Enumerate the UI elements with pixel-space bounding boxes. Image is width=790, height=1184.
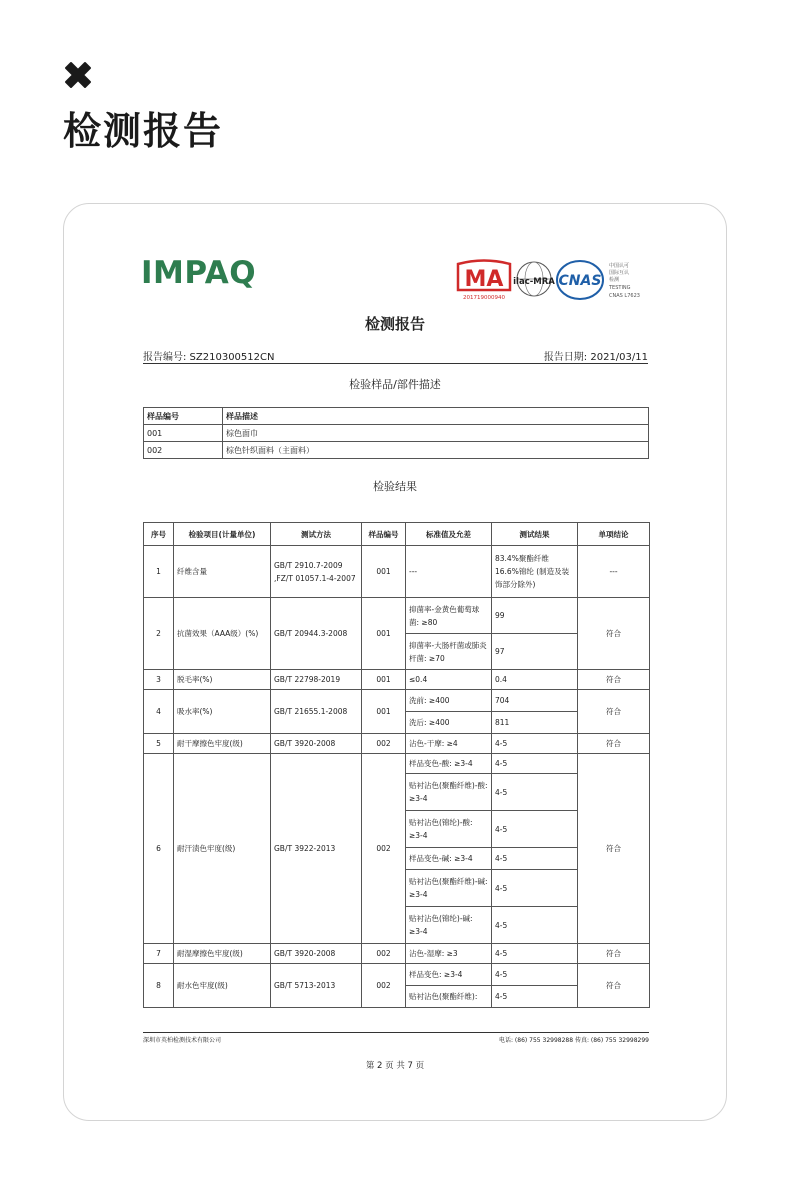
verdict: 符合 xyxy=(578,964,650,1008)
criteria: 洗后: ≥400 xyxy=(406,712,492,734)
verdict: 符合 xyxy=(578,944,650,964)
table-row xyxy=(144,944,650,964)
table-row xyxy=(144,442,649,459)
table-row xyxy=(144,754,650,774)
item-number: 4 xyxy=(144,690,174,734)
item-number: 1 xyxy=(144,546,174,598)
footer-contact: 电话: (86) 755 32998288 传真: (86) 755 32998299 xyxy=(498,1037,649,1044)
header-cell: 测试方法 xyxy=(271,523,362,546)
test-method: GB/T 20944.3-2008 xyxy=(271,598,362,670)
results-table xyxy=(143,522,650,1008)
criteria: 抑菌率-大肠杆菌或肺炎杆菌: ≥70 xyxy=(406,634,492,670)
verdict: 符合 xyxy=(578,734,650,754)
test-method: GB/T 3920-2008 xyxy=(271,944,362,964)
table-row xyxy=(144,546,650,598)
cma-text: MA xyxy=(464,267,504,292)
results-section-title: 检验结果 xyxy=(373,480,417,493)
criteria: 贴衬沾色(锦纶)-碱: ≥3-4 xyxy=(406,907,492,944)
verdict: 符合 xyxy=(578,690,650,734)
verdict: --- xyxy=(578,546,650,598)
test-result: 811 xyxy=(492,712,578,734)
criteria: 沾色-湿摩: ≥3 xyxy=(406,944,492,964)
test-item: 纤维含量 xyxy=(174,546,271,598)
sample-number: 001 xyxy=(362,690,406,734)
sample-number: 002 xyxy=(362,944,406,964)
ilac-text: ilac-MRA xyxy=(513,277,555,287)
cnas-line: TESTING xyxy=(609,285,631,291)
sample-number: 001 xyxy=(362,598,406,670)
samples-section-title: 检验样品/部件描述 xyxy=(349,378,441,391)
criteria: 贴衬沾色(聚酯纤维): xyxy=(406,986,492,1008)
cma-logo xyxy=(458,261,510,302)
criteria: 洗前: ≥400 xyxy=(406,690,492,712)
item-number: 7 xyxy=(144,944,174,964)
report-number: 报告编号: SZ210300512CN xyxy=(143,352,275,363)
table-row xyxy=(144,598,650,634)
table-row xyxy=(144,690,650,712)
header-cell: 测试结果 xyxy=(492,523,578,546)
test-result: 4-5 xyxy=(492,986,578,1008)
test-result: 99 xyxy=(492,598,578,634)
test-result: 4-5 xyxy=(492,774,578,811)
criteria: 贴衬沾色(锦纶)-酸: ≥3-4 xyxy=(406,811,492,848)
test-result: 4-5 xyxy=(492,944,578,964)
criteria: 样品变色: ≥3-4 xyxy=(406,964,492,986)
header-cell: 标准值及允差 xyxy=(406,523,492,546)
criteria: 样品变色-酸: ≥3-4 xyxy=(406,754,492,774)
sample-description: 棕色面巾 xyxy=(223,425,649,442)
table-row xyxy=(144,425,649,442)
test-result: 4-5 xyxy=(492,848,578,870)
report-meta xyxy=(143,348,648,364)
cnas-logo xyxy=(557,261,640,299)
page-number: 第 2 页 共 7 页 xyxy=(365,1061,425,1071)
test-item: 吸水率(%) xyxy=(174,690,271,734)
test-item: 耐干摩擦色牢度(级) xyxy=(174,734,271,754)
sample-number: 001 xyxy=(362,670,406,690)
cnas-line: 检测 xyxy=(609,277,620,283)
verdict: 符合 xyxy=(578,598,650,670)
criteria: 样品变色-碱: ≥3-4 xyxy=(406,848,492,870)
test-result: 4-5 xyxy=(492,907,578,944)
criteria: 贴衬沾色(聚酯纤维)-酸: ≥3-4 xyxy=(406,774,492,811)
table-header-row xyxy=(144,523,650,546)
item-number: 3 xyxy=(144,670,174,690)
test-item: 脱毛率(%) xyxy=(174,670,271,690)
test-result: 0.4 xyxy=(492,670,578,690)
page-title: 检测报告 xyxy=(63,109,224,153)
criteria: 沾色-干摩: ≥4 xyxy=(406,734,492,754)
table-row xyxy=(144,964,650,986)
test-result: 4-5 xyxy=(492,734,578,754)
criteria: ≤0.4 xyxy=(406,670,492,690)
sample-id: 002 xyxy=(144,442,223,459)
criteria: 贴衬沾色(聚酯纤维)-碱: ≥3-4 xyxy=(406,870,492,907)
test-item: 耐湿摩擦色牢度(级) xyxy=(174,944,271,964)
sample-number: 002 xyxy=(362,754,406,944)
test-result: 97 xyxy=(492,634,578,670)
test-method: GB/T 22798-2019 xyxy=(271,670,362,690)
verdict: 符合 xyxy=(578,754,650,944)
brand-name: IMPAQ xyxy=(141,255,257,291)
test-method: GB/T 3922-2013 xyxy=(271,754,362,944)
header-cell: 单项结论 xyxy=(578,523,650,546)
test-item: 耐汗渍色牢度(级) xyxy=(174,754,271,944)
header-cell: 样品描述 xyxy=(223,408,649,425)
test-result: 4-5 xyxy=(492,870,578,907)
sample-number: 001 xyxy=(362,546,406,598)
footer-divider xyxy=(143,1032,649,1033)
item-number: 2 xyxy=(144,598,174,670)
sample-id: 001 xyxy=(144,425,223,442)
verdict: 符合 xyxy=(578,670,650,690)
test-item: 抗菌效果（AAA级）(%) xyxy=(174,598,271,670)
item-number: 5 xyxy=(144,734,174,754)
certification-logos xyxy=(456,258,651,304)
item-number: 8 xyxy=(144,964,174,1008)
report-title: 检测报告 xyxy=(364,315,425,333)
test-item: 耐水色牢度(级) xyxy=(174,964,271,1008)
header-cell: 检验项目(计量单位) xyxy=(174,523,271,546)
sample-description: 棕色针织面料（主面料） xyxy=(223,442,649,459)
test-result: 4-5 xyxy=(492,754,578,774)
header-cell: 样品编号 xyxy=(362,523,406,546)
ilac-logo xyxy=(513,262,555,296)
sample-number: 002 xyxy=(362,734,406,754)
cnas-line: 中国认可 xyxy=(609,263,630,269)
test-result: 704 xyxy=(492,690,578,712)
table-row xyxy=(144,734,650,754)
header-cell: 序号 xyxy=(144,523,174,546)
cnas-line: CNAS L7623 xyxy=(609,293,640,299)
criteria: 抑菌率-金黄色葡萄球菌: ≥80 xyxy=(406,598,492,634)
test-method: GB/T 3920-2008 xyxy=(271,734,362,754)
test-method: GB/T 5713-2013 xyxy=(271,964,362,1008)
cnas-text: CNAS xyxy=(558,273,602,289)
test-method: GB/T 21655.1-2008 xyxy=(271,690,362,734)
close-icon xyxy=(63,60,93,90)
test-method: GB/T 2910.7-2009 ,FZ/T 01057.1-4-2007 xyxy=(271,546,362,598)
report-date: 报告日期: 2021/03/11 xyxy=(543,352,648,363)
test-result: 4-5 xyxy=(492,964,578,986)
table-header-row xyxy=(144,408,649,425)
sample-number: 002 xyxy=(362,964,406,1008)
footer-company: 深圳市英柏检测技术有限公司 xyxy=(143,1037,222,1044)
cma-number: 201719000940 xyxy=(463,295,505,301)
sample-table xyxy=(143,407,649,459)
cnas-line: 国际互认 xyxy=(609,270,630,276)
test-result: 83.4%聚酯纤维 16.6%锦纶 (制造及装饰部分除外) xyxy=(492,546,578,598)
header-cell: 样品编号 xyxy=(144,408,223,425)
item-number: 6 xyxy=(144,754,174,944)
brand-logo xyxy=(141,255,256,291)
table-row xyxy=(144,670,650,690)
test-result: 4-5 xyxy=(492,811,578,848)
criteria: --- xyxy=(406,546,492,598)
